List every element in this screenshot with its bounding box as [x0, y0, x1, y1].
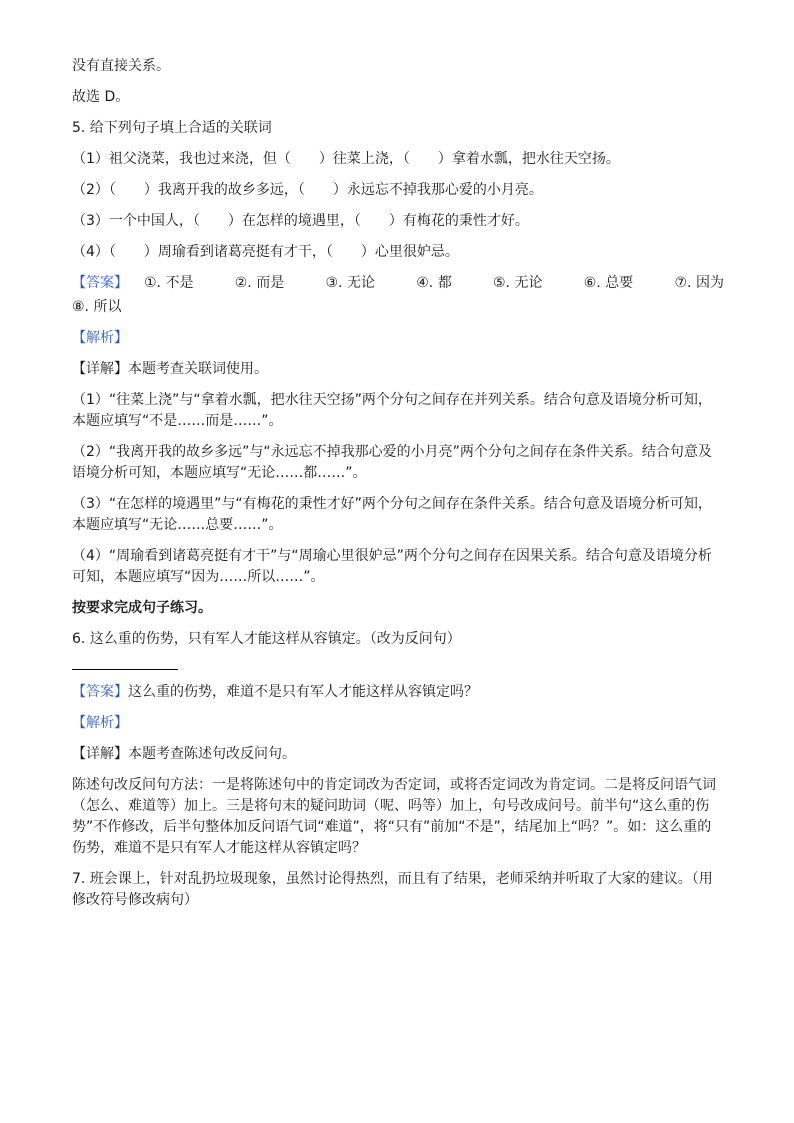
detail-paragraph: （4）“周瑜看到诸葛亮挺有才干”与“周瑜心里很妒忌”两个分句之间存在因果关系。结合句意及语境分析可知，本题应填写“因为……所以……”。 [72, 548, 712, 585]
answer-items [144, 273, 724, 294]
detail-paragraph: （1）“往菜上浇”与“拿着水瓢，把水往天空扬”两个分句之间存在并列关系。结合句意及语境分析可知，本题应填写“不是……而是……”。 [72, 392, 712, 429]
question-7: 7. 班会课上，针对乱扔垃圾现象，虽然讨论得热烈，而且有了结果，老师采纳并听取了大家的建议。（用修改符号修改病句） [72, 871, 713, 908]
question-6-answer: 这么重的伤势，难道不是只有军人才能这样从容镇定吗？ [128, 684, 478, 700]
question-6: 6. 这么重的伤势，只有军人才能这样从容镇定。（改为反问句） [72, 631, 461, 647]
detail-heading: 【详解】本题考查陈述句改反问句。 [72, 746, 296, 762]
answer-item: ②. 而是 [234, 275, 285, 291]
answer-blank-line [72, 668, 178, 670]
answer-item: ⑤. 无论 [493, 275, 543, 291]
answer-item: ①. 不是 [144, 275, 194, 291]
question-5-item-3: （3）一个中国人，（ ）在怎样的境遇里，（ ）有梅花的秉性才好。 [72, 213, 529, 229]
answer-row [72, 273, 724, 294]
detail-paragraph: 陈述句改反问句方法：一是将陈述句中的肯定词改为否定词，或将否定词改为肯定词。二是将反问语气词（怎么、难道等）加上。三是将句末的疑问助词（呢、吗等）加上，句号改成问号。前半句“这么重的伤势”不作修改，后半句整体加反问语气词“难道”，将“只有”前加“不是”，结尾加上“吗？”。如：这么重的伤势，难道不是只有军人才能这样从容镇定吗？ [72, 777, 716, 856]
answer-item: ⑦. 因为 [674, 275, 724, 291]
answer-item: ④. 都 [416, 275, 452, 291]
text-line: 没有直接关系。 [72, 58, 170, 74]
detail-paragraph: （3）“在怎样的境遇里”与“有梅花的秉性才好”两个分句之间存在条件关系。结合句意及语境分析可知，本题应填写“无论……总要……”。 [72, 496, 712, 533]
analysis-tag: 【解析】 [72, 330, 128, 346]
document-page [72, 56, 724, 921]
question-5-item-4: （4）（ ）周瑜看到诸葛亮挺有才干，（ ）心里很妒忌。 [72, 244, 459, 260]
section-heading: 按要求完成句子练习。 [72, 600, 212, 616]
answer-tag: 【答案】 [72, 684, 128, 700]
question-5-item-2: （2）（ ）我离开我的故乡多远，（ ）永远忘不掉我那心爱的小月亮。 [72, 182, 543, 198]
detail-paragraph: （2）“我离开我的故乡多远”与“永远忘不掉我那心爱的小月亮”两个分句之间存在条件关系。结合句意及语境分析可知，本题应填写“无论……都……”。 [72, 444, 712, 481]
question-5-item-1: （1）祖父浇菜，我也过来浇，但（ ）往菜上浇，（ ）拿着水瓢，把水往天空扬。 [72, 151, 620, 167]
detail-heading: 【详解】本题考查关联词使用。 [72, 361, 268, 377]
text-line: 故选 D。 [72, 89, 130, 105]
answer-item: ⑧. 所以 [72, 299, 122, 315]
answer-item: ⑥. 总要 [583, 275, 634, 291]
analysis-tag: 【解析】 [72, 715, 128, 731]
answer-tag: 【答案】 [72, 275, 128, 291]
question-5-title: 5. 给下列句子填上合适的关联词 [72, 120, 272, 136]
answer-item: ③. 无论 [325, 275, 375, 291]
